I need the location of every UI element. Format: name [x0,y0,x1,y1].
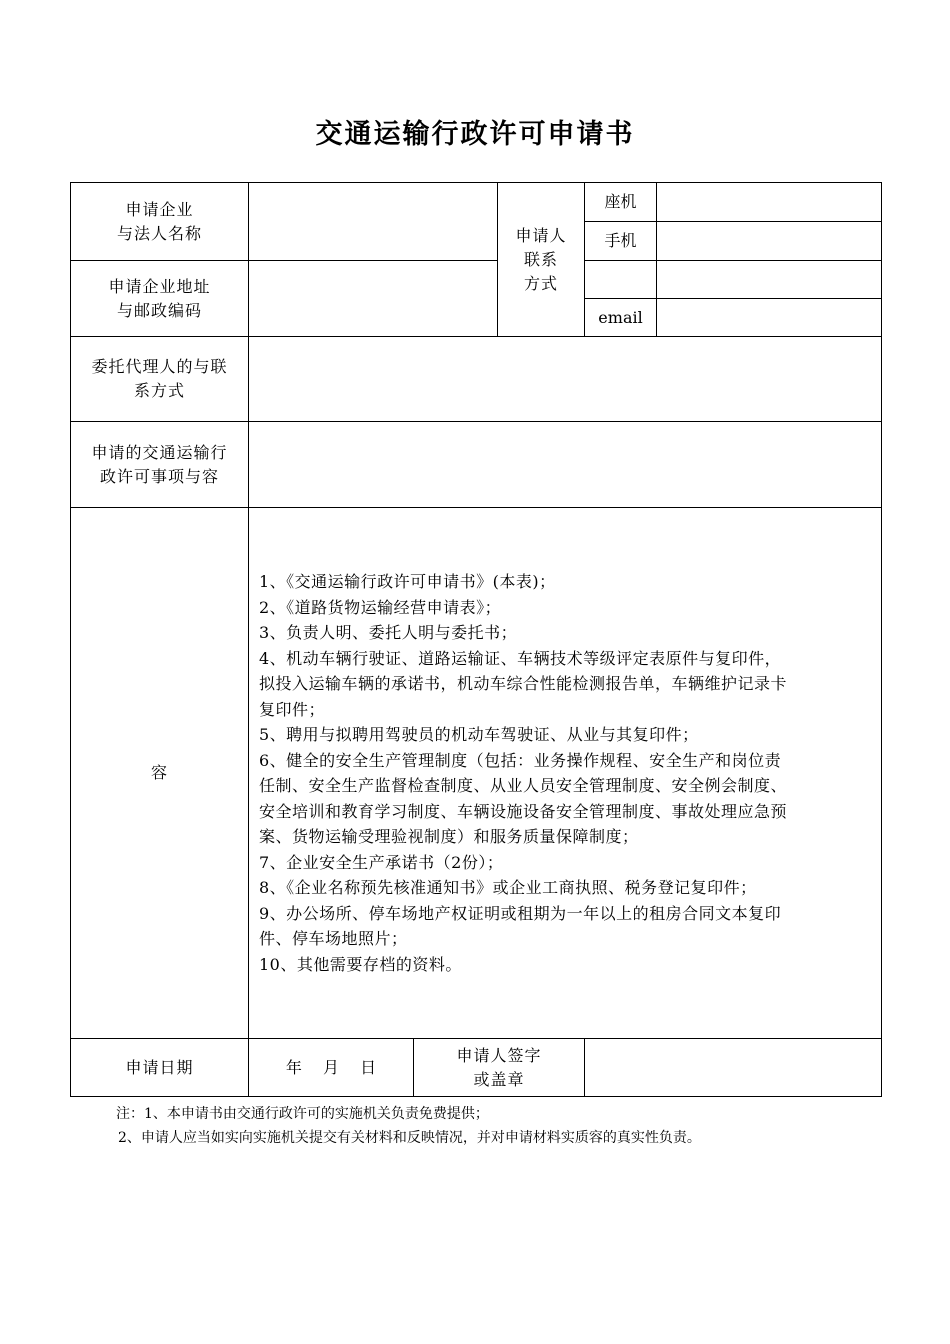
agent-label: 委托代理人的与联 系方式 [71,337,249,422]
materials-item: 6、健全的安全生产管理制度（包括：业务操作规程、安全生产和岗位责 [259,750,782,770]
materials-item: 2、《道路货物运输经营申请表》； [259,597,502,617]
permit-item-field[interactable] [249,422,882,508]
landline-field[interactable] [657,183,882,222]
materials-item: 5、聘用与拟聘用驾驶员的机动车驾驶证、从业与其复印件； [259,725,699,744]
date-field[interactable]: 年 月 日 [249,1039,414,1097]
applicant-address-label: 申请企业地址 与邮政编码 [71,261,249,337]
application-form-table [70,182,882,1097]
mobile-field[interactable] [657,222,882,261]
note-1: 注：1、本申请书由交通行政许可的实施机关负责免费提供； [116,1106,489,1122]
materials-item: 1、《交通运输行政许可申请书》(本表)； [259,572,556,591]
page-title: 交通运输行政许可申请书 [315,119,635,150]
landline-label: 座机 [585,183,657,222]
materials-item: 3、负责人明、委托人明与委托书； [259,623,518,642]
materials-list [249,508,882,1039]
email-label: email [585,299,657,337]
date-label: 申请日期 [71,1039,249,1097]
materials-item: 10、其他需要存档的资料。 [259,954,462,974]
email-field[interactable] [657,299,882,337]
permit-item-label: 申请的交通运输行 政许可事项与容 [71,422,249,508]
applicant-address-field[interactable] [249,261,498,337]
materials-item: 案、货物运输受理验视制度）和服务质量保障制度； [259,827,639,846]
materials-item: 4、机动车辆行驶证、道路运输证、车辆技术等级评定表原件与复印件， [259,648,782,668]
materials-item: 安全培训和教育学习制度、车辆设施设备安全管理制度、事故处理应急预 [259,801,788,821]
signature-field[interactable] [585,1039,882,1097]
form-notes [70,1102,881,1150]
note-2: 2、申请人应当如实向实施机关提交有关材料和反映情况，并对申请材料实质容的真实性负责。 [118,1130,701,1146]
mobile-label: 手机 [585,222,657,261]
materials-item: 复印件； [259,699,326,719]
signature-label: 申请人签字 或盖章 [414,1039,585,1097]
materials-item: 任制、安全生产监督检查制度、从业人员安全管理制度、安全例会制度、 [259,776,788,795]
materials-item: 9、办公场所、停车场地产权证明或租期为一年以上的租房合同文本复印 [259,903,782,923]
materials-item: 件、停车场地照片； [259,929,408,948]
blank-contact-label [585,261,657,299]
blank-contact-field[interactable] [657,261,882,299]
materials-item: 7、企业安全生产承诺书（2份）； [259,852,504,872]
contact-label: 申请人 联系 方式 [498,183,585,337]
agent-field[interactable] [249,337,882,422]
applicant-name-label: 申请企业 与法人名称 [71,183,249,261]
applicant-name-field[interactable] [249,183,498,261]
materials-item: 拟投入运输车辆的承诺书，机动车综合性能检测报告单，车辆维护记录卡 [259,674,788,693]
materials-label: 容 [71,508,249,1039]
materials-item: 8、《企业名称预先核准通知书》或企业工商执照、税务登记复印件； [259,878,757,897]
